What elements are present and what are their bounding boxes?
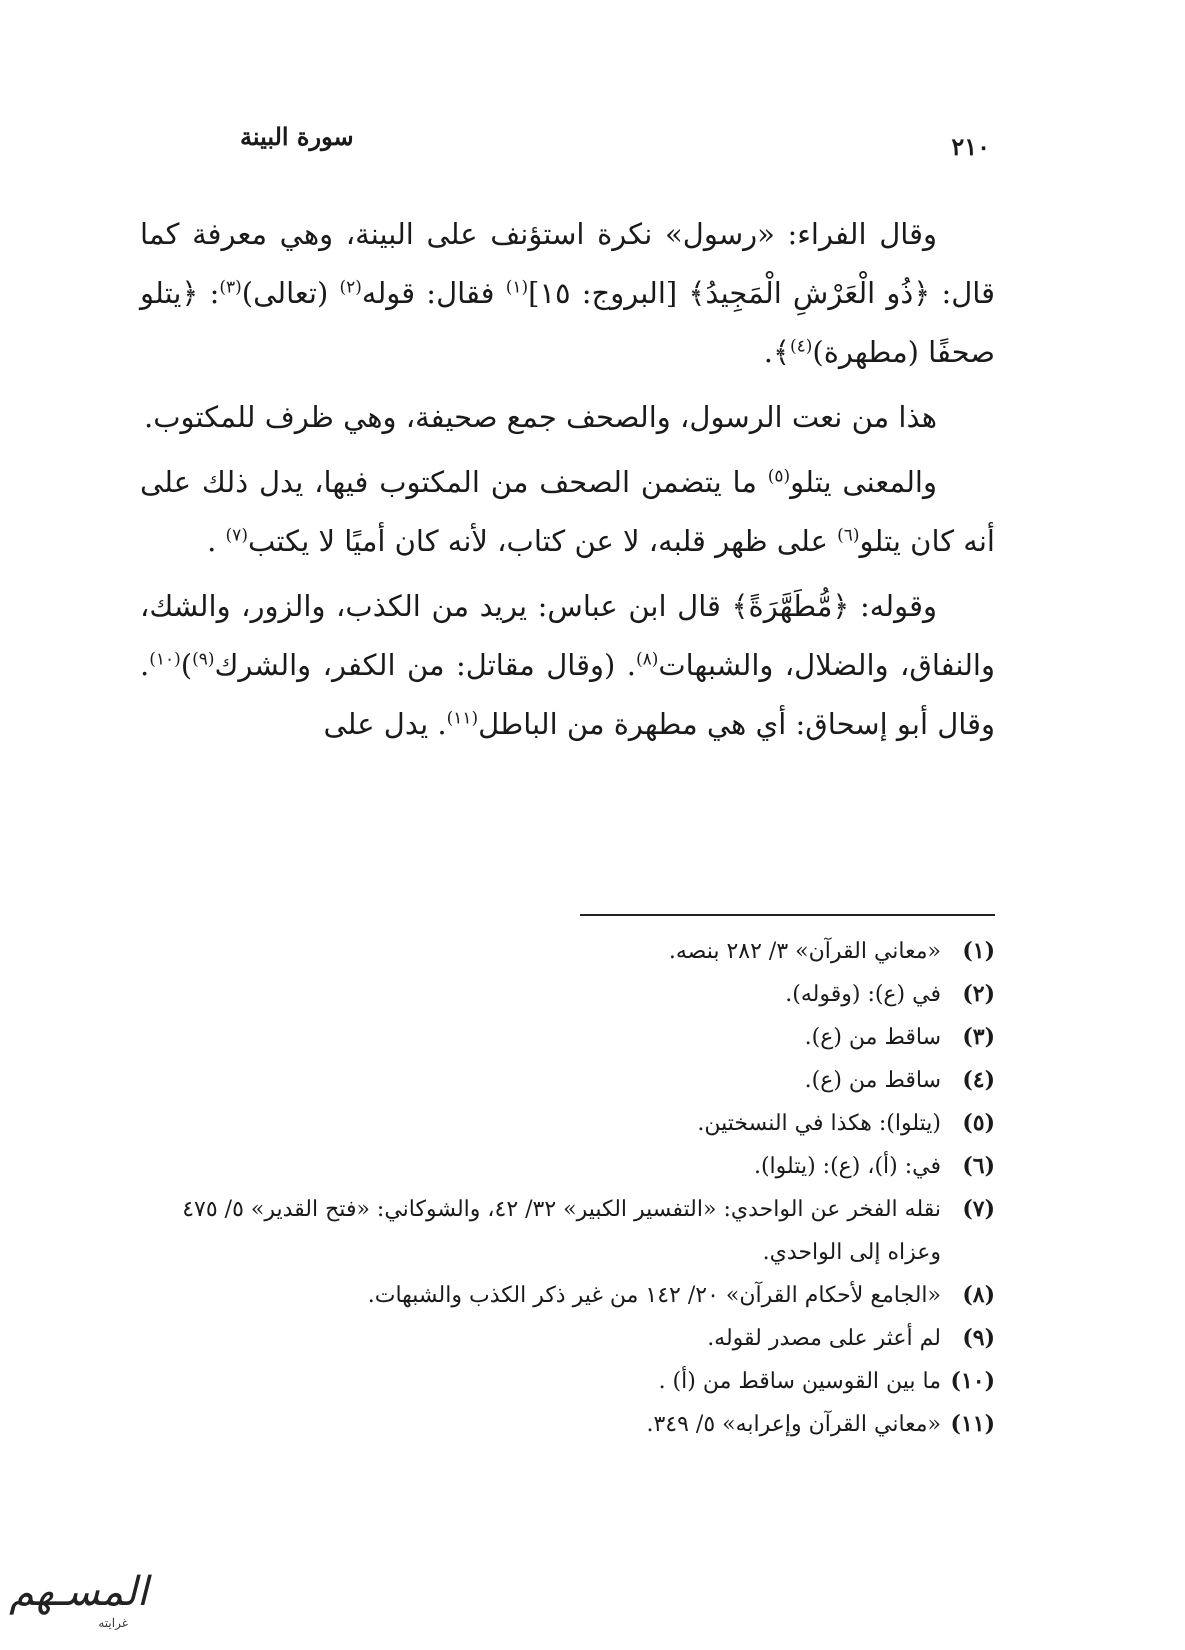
footnote [140,1317,995,1360]
publisher-logo [8,1555,158,1635]
footnote-number: (١) [962,938,995,964]
logo-main-text: المسـهم [9,1569,148,1615]
footnote-number: (٣) [962,1024,995,1050]
footnote-number: (١١) [950,1411,995,1437]
footnote-text: في: (أ)، (ع): (يتلوا). [753,1154,941,1179]
footnote-text: ساقط من (ع). [804,1068,941,1093]
footnote-text: «معاني القرآن وإعرابه» ٥/ ٣٤٩. [646,1412,941,1437]
footnote [140,930,995,973]
surah-title: سورة البينة [240,122,354,151]
footnote-text: نقله الفخر عن الواحدي: «التفسير الكبير» ٣٢/ ٤٢، والشوكاني: «فتح القدير» ٥/ ٤٧٥ وعزاه إلى الواحدي. [182,1197,941,1265]
footnotes-list [140,930,995,1446]
footnote [140,1188,995,1274]
footnote-text: في (ع): (وقوله). [785,982,941,1007]
footnote-number: (٩) [962,1325,995,1351]
footnote [140,1059,995,1102]
footnote-ref: (١) [505,277,529,298]
footnote-number: (٨) [962,1282,995,1308]
footnote [140,1360,995,1403]
footnote-ref: (٦) [837,525,860,546]
running-head [150,122,990,162]
footnote-number: (١٠) [950,1368,995,1394]
paragraph-3: والمعنى يتلو$^{(٥)}$ ما يتضمن الصحف من المكتوب فيها، يدل ذلك على أنه كان يتلو$^{(٦)}$ على ظهر قلبه، لا عن كتاب، لأنه كان أميًا لا يكتب$^{(٧)}$ . [140,465,995,558]
footnote-text: ما بين القوسين ساقط من (أ) . [658,1369,941,1394]
footnote-ref: (٩) [192,649,215,670]
footnote-number: (٤) [962,1067,995,1093]
main-text [140,205,995,760]
footnote-ref: (٥) [767,466,791,487]
footnote-ref: (٨) [635,649,659,670]
footnote-number: (٧) [962,1196,995,1222]
footnote-ref: (١٠) [149,649,181,670]
footnote-divider [580,914,995,916]
footnote-text: (يتلوا): هكذا في النسختين. [697,1111,941,1136]
footnote-number: (٥) [962,1110,995,1136]
footnote-text: ساقط من (ع). [804,1025,941,1050]
footnote-ref: (٧) [225,525,248,546]
footnote [140,1403,995,1446]
logo-sub-text: غرايته [98,1616,128,1630]
paragraph-4: وقوله: ﴿مُّطَهَّرَةً﴾ قال ابن عباس: يريد من الكذب، والزور، والشك، والنفاق، والضلال، والشبهات$^{(٨)}$. (وقال مقاتل: من الكفر، والشرك$^{(٩)}$)$^{(١٠)}$. وقال أبو إسحاق: أي هي مطهرة من الباطل$^{(١١)}$. يدل على [140,589,995,741]
footnote [140,1145,995,1188]
footnote-text: «معاني القرآن» ٣/ ٢٨٢ بنصه. [668,939,941,964]
footnote [140,1016,995,1059]
footnote-text: «الجامع لأحكام القرآن» ٢٠/ ١٤٢ من غير ذكر الكذب والشبهات. [367,1283,941,1308]
footnote-ref: (٣) [219,277,242,298]
footnote-ref: (٢) [339,277,362,298]
footnote-number: (٢) [962,981,995,1007]
footnote-ref: (١١) [446,708,479,729]
page-number: ٢١٠ [951,132,990,161]
footnote [140,1102,995,1145]
paragraph-2: هذا من نعت الرسول، والصحف جمع صحيفة، وهي ظرف للمكتوب. [144,400,937,434]
footnote-number: (٦) [962,1153,995,1179]
footnote [140,973,995,1016]
footnote [140,1274,995,1317]
paragraph-1: وقال الفراء: «رسول» نكرة استؤنف على البينة، وهي معرفة كما قال: ﴿ذُو الْعَرْشِ الْمَجِيدُ﴾ [البروج: ١٥]$^{(١)}$ فقال: قوله$^{(٢)}$ (تعالى)$^{(٣)}$: ﴿يتلو صحفًا (مطهرة)$^{(٤)}$﴾. [140,217,996,369]
footnote-ref: (٤) [789,336,813,357]
footnote-text: لم أعثر على مصدر لقوله. [707,1326,941,1351]
